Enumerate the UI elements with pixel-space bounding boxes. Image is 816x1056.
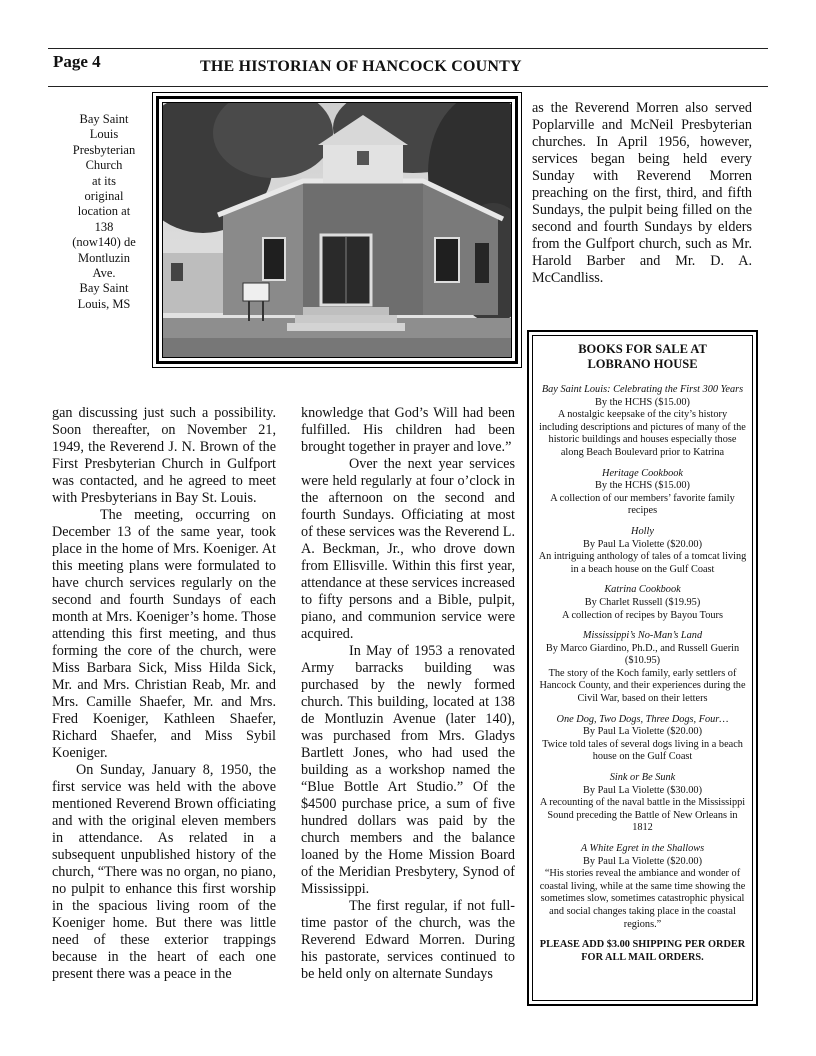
- book-author-price: By the HCHS ($15.00): [595, 396, 690, 408]
- book-author-price: By Paul La Violette ($30.00): [582, 784, 703, 796]
- article-paragraph: knowledge that God’s Will had been fulfilled. His children had been brought together in prayer and love.”: [301, 405, 515, 455]
- book-description: The story of the Koch family, early settlers of Hancock County, and their experiences during the Civil War, based on their letters: [539, 667, 746, 705]
- book-entry: [538, 843, 747, 931]
- book-title: A White Egret in the Shallows: [580, 843, 705, 854]
- book-entry: [538, 584, 747, 622]
- header-bottom-rule: [48, 86, 768, 87]
- article-paragraph: On Sunday, January 8, 1950, the first service was held with the above mentioned Reverend Brown officiating and with the original eleven members in attendance. As related in a subsequent unpublished history of the church, “There was no organ, no piano, no pulpit to enhance this first worship in the spacious living room of the Koeniger home. But there was little need of these exterior trappings because in the heart of each one present there was a peace in the: [52, 762, 276, 982]
- book-description: Twice told tales of several dogs living in a beach house on the Gulf Coast: [542, 738, 743, 763]
- book-author-price: By Marco Giardino, Ph.D., and Russell Guerin ($10.95): [545, 642, 740, 667]
- shipping-note: PLEASE ADD $3.00 SHIPPING PER ORDER FOR ALL MAIL ORDERS.: [539, 939, 746, 963]
- caption-line: Presbyterian: [72, 142, 136, 157]
- book-description: A collection of our members’ favorite family recipes: [550, 492, 735, 517]
- book-author-price: By Paul La Violette ($20.00): [582, 538, 703, 550]
- caption-line: Louis, MS: [77, 296, 131, 311]
- article-paragraph: as the Reverend Morren also served Poplarville and McNeil Presbyterian churches. In April 1956, however, services began being held every Sunday with Reverend Morren preaching on the first, third, and fifth Sundays, the pulpit being filled on the second and fourth Sundays by elders from the Gulfport church, such as Mr. Harold Barber and Mr. D. A. McCandliss.: [532, 100, 752, 286]
- church-photo-image: [163, 103, 511, 357]
- page-number: Page 4: [53, 52, 101, 71]
- book-entry: [538, 468, 747, 518]
- book-author-price: By Paul La Violette ($20.00): [582, 726, 703, 738]
- book-author-price: By Paul La Violette ($20.00): [582, 855, 703, 867]
- header-top-rule: [48, 48, 768, 49]
- books-for-sale-box: [527, 330, 758, 1006]
- book-entry: [538, 772, 747, 835]
- caption-line: Bay Saint: [79, 281, 129, 296]
- article-paragraph: The first regular, if not full-time pastor of the church, was the Reverend Edward Morren. During his pastorate, services continued to be held only on alternate Sundays: [301, 898, 515, 982]
- caption-line: Ave.: [92, 266, 116, 281]
- book-description: An intriguing anthology of tales of a tomcat living in a beach house on the Gulf Coast: [538, 551, 747, 575]
- caption-line: Church: [85, 158, 123, 173]
- article-paragraph: The meeting, occurring on December 13 of the same year, took place in the home of Mrs. Koeniger. At this meeting plans were formulated to have church services regularly on the second and fourth Sundays of each month at Mrs. Koeniger’s home. Those attending this first meeting, and thus forming the core of the church, were Miss Barbara Sick, Miss Hilda Sick, Mr. and Mrs. Christian Reab, Mr. and Mrs. Camille Shaefer, Mr. and Mrs. Fred Koeniger, Kathleen Shaefer, Richard Shaefer, and Miss Sybil Koeniger.: [52, 507, 276, 761]
- church-photo-frame: [152, 92, 522, 368]
- book-entry: [538, 714, 747, 764]
- caption-line: (now140) de: [72, 235, 136, 250]
- book-list: [538, 384, 747, 931]
- caption-line: Bay Saint: [79, 112, 129, 126]
- book-title: One Dog, Two Dogs, Three Dogs, Four…: [556, 713, 729, 725]
- book-title: Katrina Cookbook: [604, 584, 681, 596]
- book-title: Bay Saint Louis: Celebrating the First 300 Years: [541, 384, 744, 395]
- article-column-1: [52, 405, 276, 983]
- books-box-title: BOOKS FOR SALE AT LOBRANO HOUSE: [578, 342, 707, 371]
- book-description: “His stories reveal the ambiance and wonder of coastal living, while at the same time showing the sometimes slow, sometimes catastrophic physical and social changes taking place in the coastal regions.”: [539, 868, 746, 930]
- book-entry: [538, 384, 747, 460]
- book-entry: [538, 630, 747, 706]
- running-title: THE HISTORIAN OF HANCOCK COUNTY: [200, 58, 522, 75]
- photo-caption: [58, 112, 150, 312]
- article-column-3: [532, 100, 752, 287]
- article-column-2: [301, 405, 515, 983]
- book-author-price: By Charlet Russell ($19.95): [584, 596, 701, 608]
- article-paragraph: gan discussing just such a possibility. Soon thereafter, on November 21, 1949, the Reverend J. N. Brown of the First Presbyterian Church in Gulfport was contacted, and he agreed to meet with Presbyterians in Bay St. Louis.: [52, 405, 276, 506]
- article-paragraph: In May of 1953 a renovated Army barracks building was purchased by the newly formed church. This building, located at 138 de Montluzin Avenue (later 140), was purchased from Mrs. Gladys Bartlett Jones, who had used the building as a workshop named the “Blue Bottle Art Studio.” Of the $4500 purchase price, a sum of five hundred dollars was paid by the church members and the balance loaned by the Home Mission Board of the Meridian Presbytery, Synod of Mississippi.: [301, 643, 515, 897]
- book-title: Mississippi’s No-Man’s Land: [582, 630, 703, 642]
- book-title: Heritage Cookbook: [602, 467, 683, 479]
- article-paragraph: Over the next year services were held regularly at four o’clock in the afternoon on the second and fourth Sundays. Officiating at most of these services was the Reverend L. A. Beckman, Jr., who drove down from Ellisville. Within this first year, attendance at these services increased to fifty persons and a Bible, pulpit, piano, and communion service were acquired.: [301, 456, 515, 642]
- book-description: A recounting of the naval battle in the Mississippi Sound preceding the Battle of New Orleans in 1812: [539, 797, 746, 834]
- caption-line: location at: [77, 204, 131, 219]
- book-title: Sink or Be Sunk: [609, 772, 676, 784]
- book-author-price: By the HCHS ($15.00): [595, 480, 690, 492]
- caption-line: Montluzin: [77, 250, 131, 265]
- book-entry: [538, 526, 747, 576]
- book-description: A collection of recipes by Bayou Tours: [562, 609, 723, 621]
- book-title: Holly: [631, 525, 654, 537]
- caption-line: at its: [92, 173, 116, 188]
- caption-line: original: [84, 189, 124, 204]
- book-description: A nostalgic keepsake of the city’s history including descriptions and pictures of many of the historic buildings and houses especially those along Beach Boulevard prior to Katrina: [539, 409, 746, 458]
- church-photo: [162, 102, 512, 358]
- caption-line: Louis: [89, 127, 119, 142]
- caption-line: 138: [94, 219, 114, 234]
